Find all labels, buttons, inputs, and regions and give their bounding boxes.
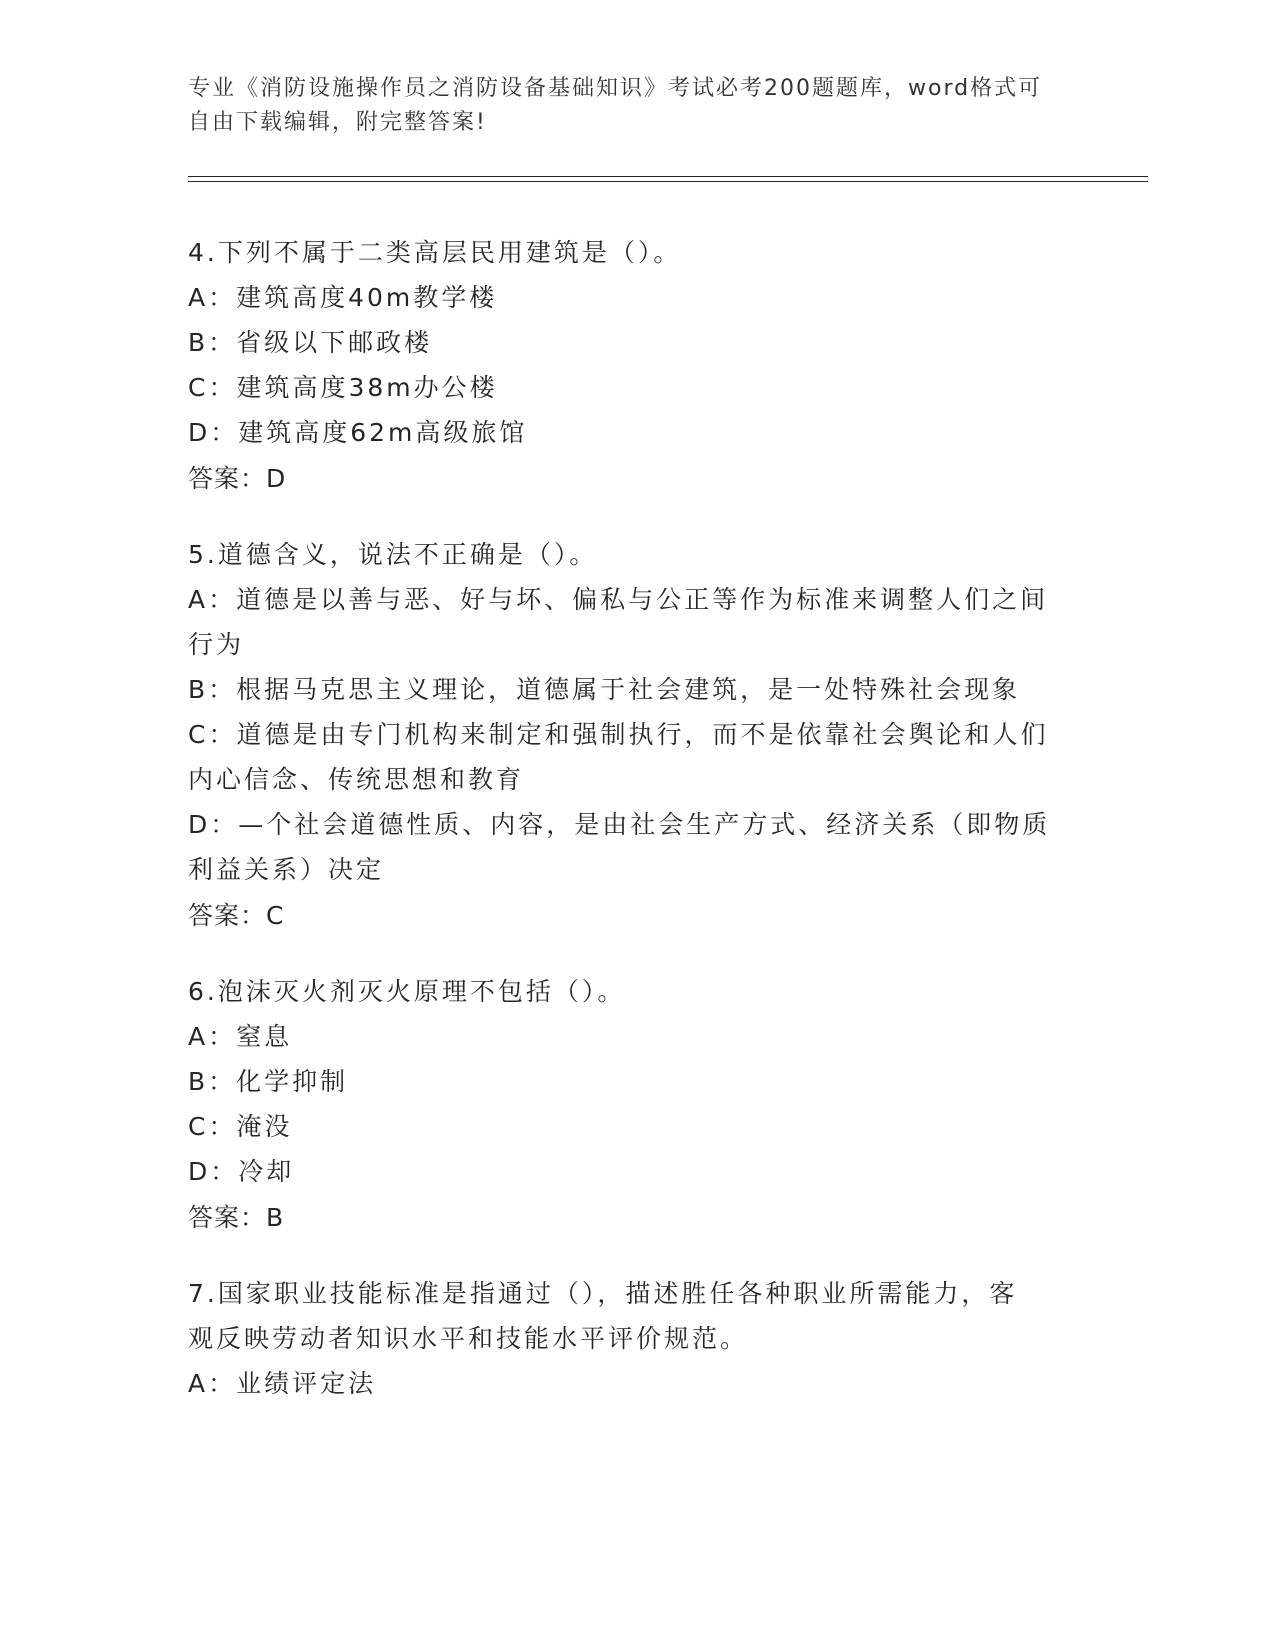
answer-key: 答案：B (188, 1203, 285, 1232)
answer-option: C：淹没 (188, 1112, 293, 1141)
answer-option: A：窒息 (188, 1022, 293, 1051)
header-line-2: 自由下载编辑，附完整答案! (188, 110, 487, 135)
question-block (188, 1271, 1078, 1406)
answer-key: 答案：C (188, 901, 285, 930)
question-stem: 5.道德含义，说法不正确是（）。 (188, 540, 598, 569)
header-line-1: 专业《消防设施操作员之消防设备基础知识》考试必考200题题库，word格式可 (188, 76, 1043, 101)
answer-option: 利益关系）决定 (188, 855, 385, 884)
answer-option: C：建筑高度38m办公楼 (188, 373, 498, 402)
answer-option: A：道德是以善与恶、好与坏、偏私与公正等作为标准来调整人们之间 (188, 585, 1049, 614)
header-divider-bottom (188, 181, 1148, 182)
answer-option: D：冷却 (188, 1157, 295, 1186)
answer-option: D：—个社会道德性质、内容，是由社会生产方式、经济关系（即物质 (188, 810, 1051, 839)
question-list (188, 230, 1078, 1436)
answer-option: 行为 (188, 630, 245, 659)
question-stem: 观反映劳动者知识水平和技能水平评价规范。 (188, 1324, 749, 1353)
answer-key: 答案：D (188, 464, 287, 493)
answer-option: A：业绩评定法 (188, 1369, 377, 1398)
document-header (188, 72, 1088, 140)
answer-option: B：省级以下邮政楼 (188, 328, 433, 357)
question-stem: 7.国家职业技能标准是指通过（），描述胜任各种职业所需能力，客 (188, 1279, 1018, 1308)
answer-option: A：建筑高度40m教学楼 (188, 283, 498, 312)
question-stem: 4.下列不属于二类高层民用建筑是（）。 (188, 238, 682, 267)
header-divider-top (188, 176, 1148, 177)
answer-option: 内心信念、传统思想和教育 (188, 765, 525, 794)
answer-option: D：建筑高度62m高级旅馆 (188, 418, 528, 447)
answer-option: C：道德是由专门机构来制定和强制执行，而不是依靠社会舆论和人们 (188, 720, 1049, 749)
question-block (188, 969, 1078, 1241)
question-block (188, 532, 1078, 939)
question-block (188, 230, 1078, 502)
answer-option: B：根据马克思主义理论，道德属于社会建筑，是一处特殊社会现象 (188, 675, 1021, 704)
question-stem: 6.泡沫灭火剂灭火原理不包括（）。 (188, 977, 626, 1006)
answer-option: B：化学抑制 (188, 1067, 349, 1096)
